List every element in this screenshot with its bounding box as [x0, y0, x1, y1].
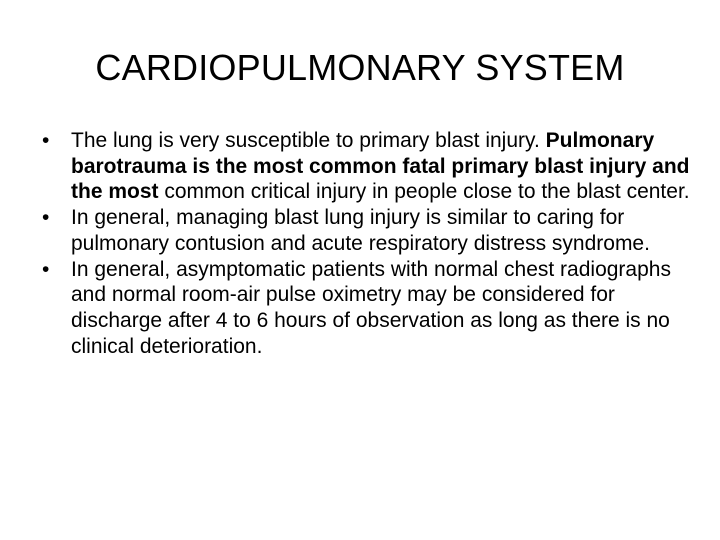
- bullet-item-1: [42, 128, 692, 205]
- bullet-item-2: [42, 205, 692, 256]
- bullet-list: [42, 128, 692, 359]
- bullet-glyph: •: [42, 206, 50, 230]
- bullet-text-segment: The lung is very susceptible to primary blast injury.: [71, 129, 546, 152]
- bullet-text-segment: common critical injury in people close to the blast center.: [158, 180, 690, 204]
- bullet-text-segment: In general, asymptomatic patients with normal chest radiographs and normal room-air pulse oximetry may be considered for discharge after 4 to 6 hours of observation as long as there is no clinical deterioration.: [71, 257, 671, 358]
- bullet-text-bold-segment: Pulmonary barotrauma is the most common fatal primary blast injury and the most: [71, 129, 690, 204]
- bullet-item-3: [42, 257, 692, 360]
- bullet-glyph: •: [42, 129, 50, 152]
- slide-title: CARDIOPULMONARY SYSTEM: [95, 47, 625, 88]
- bullet-text-segment: In general, managing blast lung injury is similar to caring for pulmonary contusion and acute respiratory distress syndrome.: [71, 206, 650, 255]
- bullet-glyph: •: [42, 257, 50, 281]
